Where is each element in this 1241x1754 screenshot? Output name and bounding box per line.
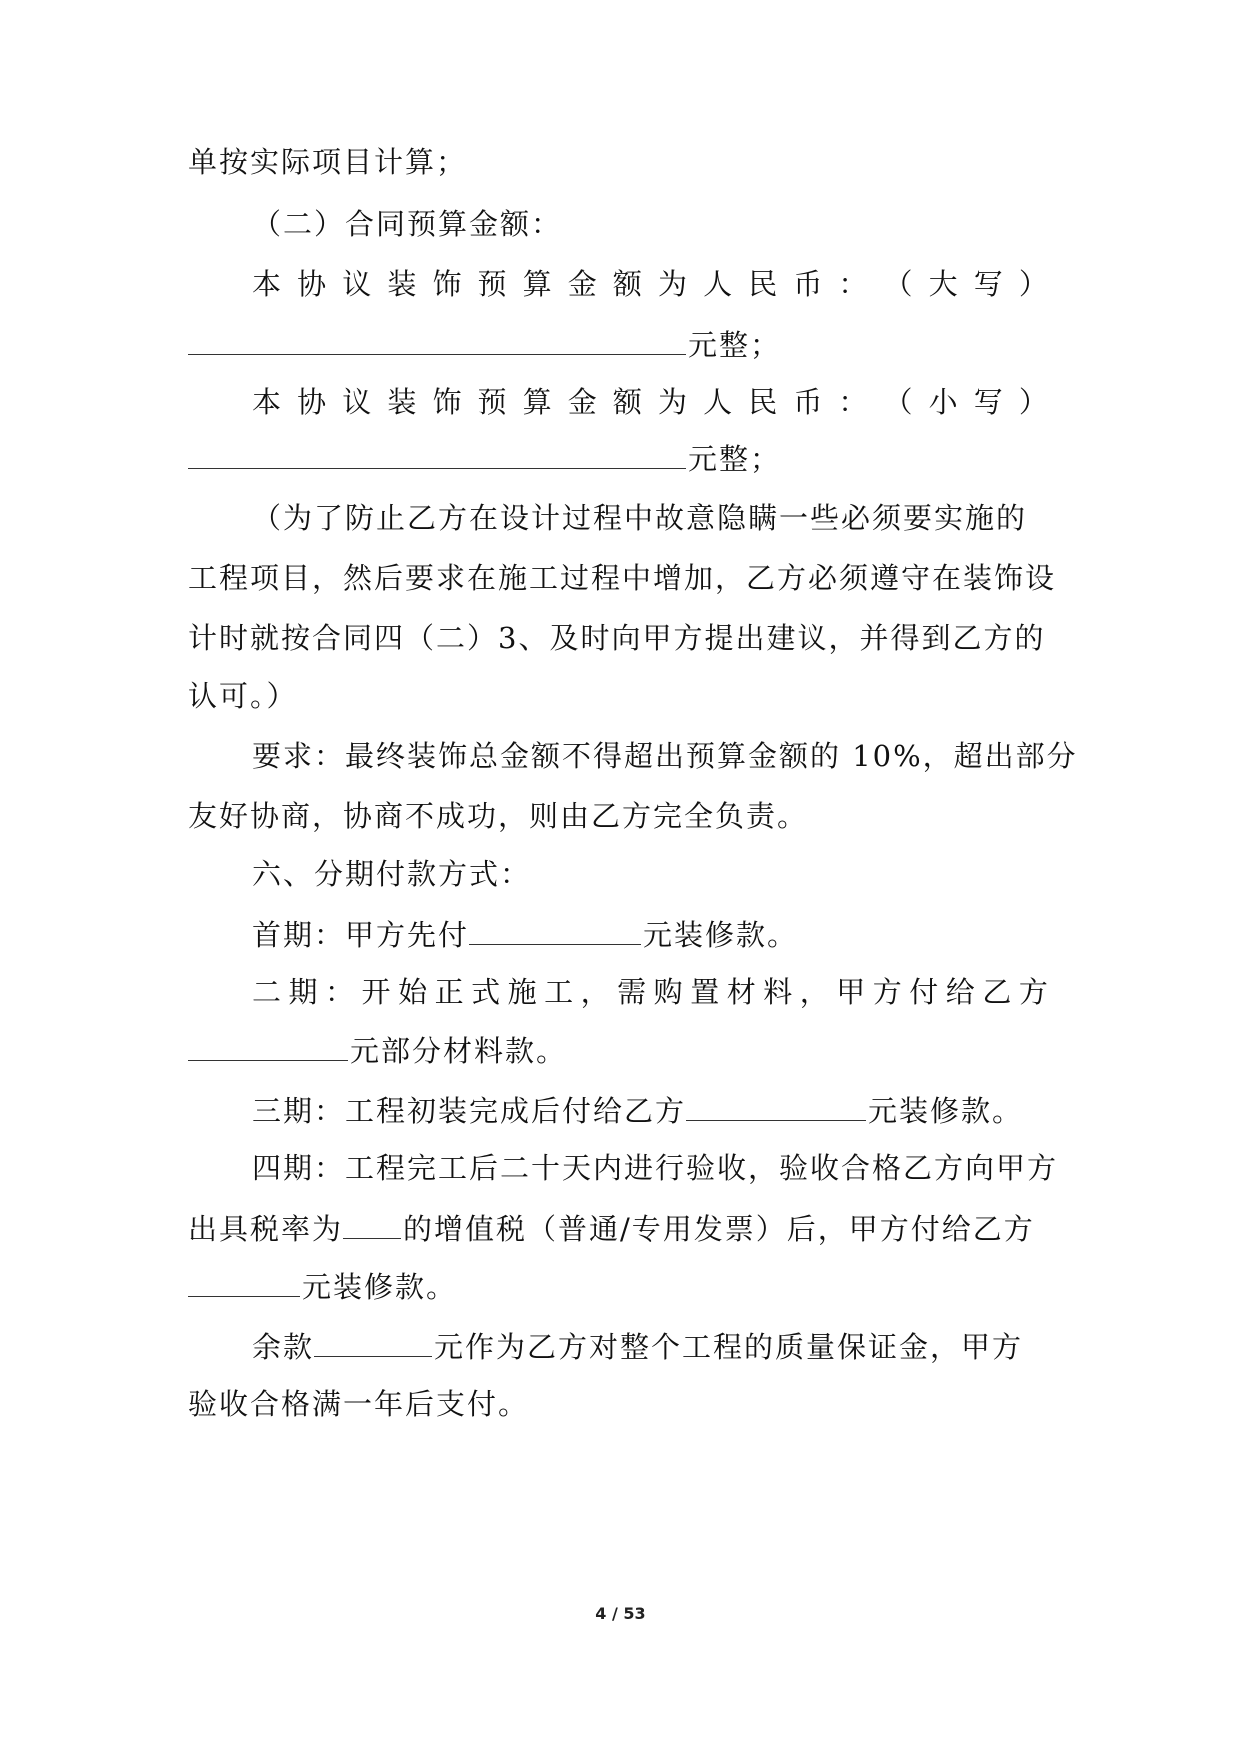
char: ） (1018, 267, 1048, 301)
char: 写 (973, 385, 1003, 419)
fill-in-blank[interactable] (188, 1030, 348, 1061)
text-line: 验收合格满一年后支付。 (188, 1387, 530, 1421)
char: 金 (567, 385, 597, 419)
char: 币 (793, 385, 823, 419)
text-line: （为了防止乙方在设计过程中故意隐瞒一些必须要实施的 (252, 501, 1028, 535)
text-fragment: 的增值税（普通/专用发票）后，甲方付给乙方 (403, 1212, 1035, 1246)
payment-line (252, 1090, 1048, 1131)
payment-line (188, 1030, 1048, 1071)
char: ， (799, 975, 829, 1009)
char: 正 (434, 975, 464, 1009)
char: 饰 (432, 385, 462, 419)
char: ） (1018, 385, 1048, 419)
section-heading: （二）合同预算金额： (252, 207, 563, 241)
char: （ (883, 385, 913, 419)
char: ： (838, 267, 868, 301)
text-fragment: 元作为乙方对整个工程的质量保证金，甲方 (434, 1330, 1024, 1364)
amount-line (188, 438, 1048, 479)
payment-line (252, 972, 1048, 1012)
char: 民 (748, 385, 778, 419)
payment-line (188, 1208, 1048, 1249)
char: 式 (471, 975, 501, 1009)
char: 人 (703, 385, 733, 419)
char: 协 (297, 385, 327, 419)
char: ： (325, 975, 355, 1009)
char: ： (838, 385, 868, 419)
fill-in-blank[interactable] (469, 914, 641, 945)
text-fragment: 余款 (252, 1330, 315, 1364)
text-line: 认可。） (188, 679, 298, 713)
char: 议 (342, 385, 372, 419)
char: 人 (703, 267, 733, 301)
char: 大 (928, 267, 958, 301)
text-line: 四期：工程完工后二十天内进行验收，验收合格乙方向甲方 (252, 1151, 1059, 1185)
char: 购 (653, 975, 683, 1009)
fill-in-blank[interactable] (188, 438, 686, 469)
char: 方 (1018, 975, 1048, 1009)
char: 二 (252, 975, 282, 1009)
char: 工 (544, 975, 574, 1009)
section-heading: 六、分期付款方式： (252, 857, 532, 891)
char: 材 (726, 975, 756, 1009)
char: 料 (763, 975, 793, 1009)
char: 额 (612, 267, 642, 301)
char: 装 (387, 385, 417, 419)
fill-in-blank[interactable] (343, 1208, 401, 1239)
char: 置 (690, 975, 720, 1009)
text-fragment: 元整； (688, 328, 782, 362)
text-fragment: 元整； (688, 442, 782, 476)
fill-in-blank[interactable] (188, 1266, 300, 1297)
char: 期 (288, 975, 318, 1009)
budget-uppercase-line (252, 264, 1048, 304)
text-fragment: 元部分材料款。 (350, 1034, 568, 1068)
text-line: 友好协商，协商不成功，则由乙方完全负责。 (188, 799, 809, 833)
char: 方 (872, 975, 902, 1009)
char: 议 (342, 267, 372, 301)
char: 饰 (432, 267, 462, 301)
text-line: 单按实际项目计算； (188, 145, 468, 179)
text-fragment: 三期：工程初装完成后付给乙方 (252, 1094, 687, 1128)
text-fragment: 首期：甲方先付 (252, 918, 470, 952)
char: 始 (398, 975, 428, 1009)
char: 本 (252, 385, 282, 419)
payment-line (252, 914, 1048, 955)
text-fragment: 出具税率为 (188, 1212, 344, 1246)
text-line: 要求：最终装饰总金额不得超出预算金额的 10%，超出部分 (252, 739, 1078, 773)
char: 装 (387, 267, 417, 301)
char: 协 (297, 267, 327, 301)
char: 预 (477, 385, 507, 419)
payment-line (252, 1326, 1048, 1367)
fill-in-blank[interactable] (686, 1090, 866, 1121)
char: 币 (793, 267, 823, 301)
text-fragment: 元装修款。 (868, 1094, 1024, 1128)
budget-lowercase-line (252, 382, 1048, 422)
payment-line (188, 1266, 1048, 1307)
char: 为 (657, 385, 687, 419)
char: 需 (617, 975, 647, 1009)
char: （ (883, 267, 913, 301)
char: 乙 (982, 975, 1012, 1009)
char: 付 (909, 975, 939, 1009)
char: 施 (507, 975, 537, 1009)
char: 民 (748, 267, 778, 301)
fill-in-blank[interactable] (188, 324, 686, 355)
char: 小 (928, 385, 958, 419)
char: ， (580, 975, 610, 1009)
text-line: 计时就按合同四（二）3、及时向甲方提出建议，并得到乙方的 (188, 621, 1046, 655)
char: 给 (945, 975, 975, 1009)
char: 金 (567, 267, 597, 301)
char: 写 (973, 267, 1003, 301)
char: 预 (477, 267, 507, 301)
char: 开 (361, 975, 391, 1009)
char: 额 (612, 385, 642, 419)
text-line: 工程项目，然后要求在施工过程中增加，乙方必须遵守在装饰设 (188, 561, 1057, 595)
char: 算 (522, 385, 552, 419)
amount-line (188, 324, 1048, 365)
char: 算 (522, 267, 552, 301)
char: 为 (657, 267, 687, 301)
char: 甲 (836, 975, 866, 1009)
text-fragment: 元装修款。 (302, 1270, 458, 1304)
fill-in-blank[interactable] (314, 1326, 432, 1357)
char: 本 (252, 267, 282, 301)
page-number: 4 / 53 (595, 1604, 646, 1623)
text-fragment: 元装修款。 (643, 918, 799, 952)
